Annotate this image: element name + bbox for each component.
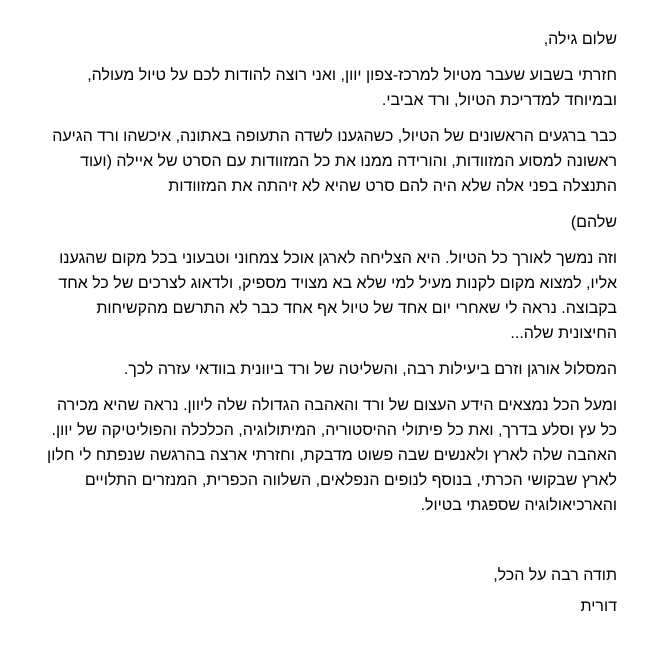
letter xyxy=(42,27,617,619)
paragraph-airport: כבר ברגעים הראשונים של הטיול, כשהגענו לשדה התעופה באתונה, איכשהו ורד הגיעה ראשונה למסוע המזוודות, והורידה ממנו את כל המזוודות עם הסרט של איילה (ועוד התנצלה בפני אלה שלא היה להם סרט שהיא לא זיהתה את המזוודות xyxy=(52,128,617,195)
paragraph-airport-end: שלהם) xyxy=(570,214,617,231)
closing-line: תודה רבה על הכל, xyxy=(493,567,617,584)
paragraph-route: המסלול אורגן וזרם ביעילות רבה, והשליטה של ורד ביוונית בוודאי עזרה לכך. xyxy=(123,361,617,378)
signature: דורית xyxy=(580,598,617,615)
paragraph-care: וזה נמשך לאורך כל הטיול. היא הצליחה לארגן אוכל צמחוני וטבעוני בכל מקום שהגענו אליו, למצוא מקום לקנות מעיל למי שלא בא מצויד מספיק, ולדאוג לצרכים של כל אחד בקבוצה. נראה לי שאחרי יום אחד של טיול אף אחד כבר לא התרשם מהקשיחות החיצונית שלה... xyxy=(58,250,617,342)
paragraph-thanks: חזרתי בשבוע שעבר מטיול למרכז-צפון יוון, ואני רוצה להודות לכם על טיול מעולה, ובמיוחד למדריכת הטיול, ורד אביבי. xyxy=(87,67,617,109)
greeting: שלום גילה, xyxy=(543,31,617,48)
paragraph-knowledge: ומעל הכל נמצאים הידע העצום של ורד והאהבה הגדולה שלה ליוון. נראה שהיא מכירה כל עץ וסלע בדרך, ואת כל פיתולי ההיסטוריה, המיתולוגיה, הכלכלה והפוליטיקה של יוון. האהבה שלה לארץ ולאנשים שבה פשוט מדבקת, וחזרתי ארצה בהרגשה שנפתח לי חלון לארץ שבקושי הכרתי, בנוסף לנופים הנפלאים, השלווה הכפרית, המנזרים התלויים והארכיאולוגיה שספגתי בטיול. xyxy=(47,397,617,514)
